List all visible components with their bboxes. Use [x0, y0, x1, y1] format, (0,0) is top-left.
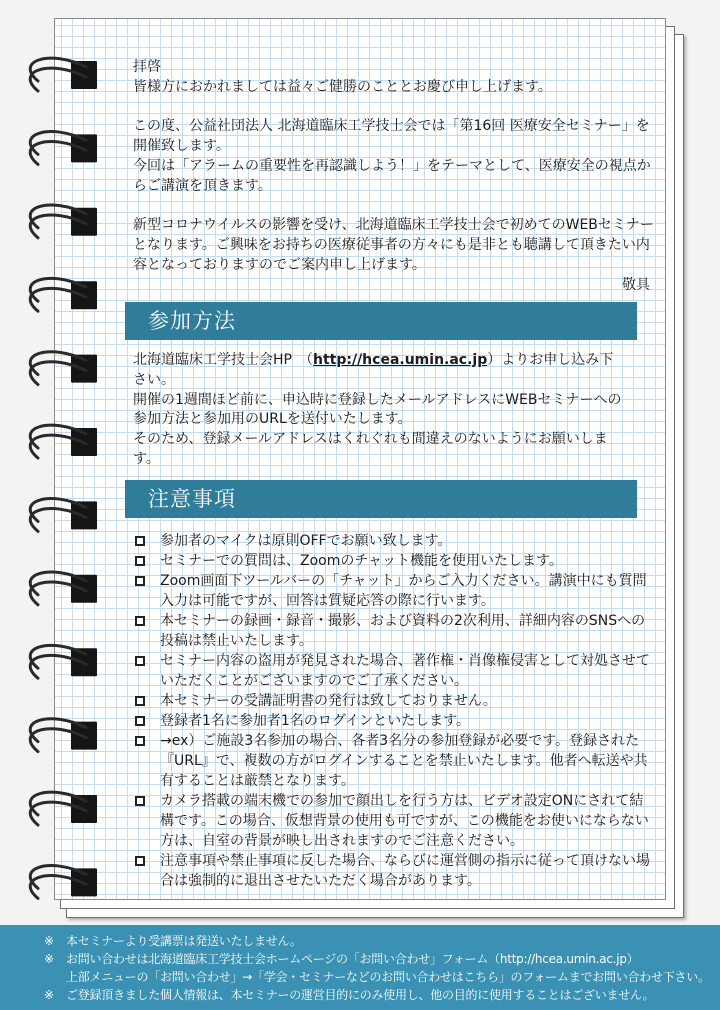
note-text: セミナーでの質問は、Zoomのチャット機能を使用いたします。: [160, 553, 563, 569]
footer-note-text: ご登録頂きました個人情報は、本セミナーの運営目的にのみ使用し、他の目的に使用することはございません。: [66, 988, 655, 1002]
footer-note-lines: [66, 932, 712, 950]
note-item: [133, 691, 655, 711]
spiral-ring: [30, 425, 97, 458]
participation-heading-bar: [125, 302, 637, 340]
spiral-ring: [30, 132, 97, 165]
checkbox-icon: [135, 796, 145, 806]
note-item: [133, 651, 655, 691]
note-item: [133, 731, 655, 791]
spiral-ring: [30, 205, 97, 238]
letter-intro: この度、公益社団法人 北海道臨床工学技士会では「第16回 医療安全セミナー」を開催致します。: [133, 118, 650, 155]
note-text: 登録者1名に参加者1名のログインといたします。: [160, 713, 470, 729]
checkbox-icon: [135, 556, 145, 566]
notes-list: [133, 531, 655, 901]
notes-heading-bar: [125, 480, 637, 518]
spiral-ring: [30, 792, 97, 825]
letter-invitation: 新型コロナウイルスの影響を受け、北海道臨床工学技士会で初めてのWEBセミナーとなります。ご興味をお持ちの医療従事者の方々にも是非とも聴講して頂きたい内容となっておりますのでご案内申し上げます。: [133, 217, 654, 273]
note-item: [133, 791, 655, 851]
footer-note: [44, 932, 712, 950]
note-item: [133, 531, 655, 551]
footer-note-lines: [66, 986, 712, 1004]
reference-mark: ※: [44, 934, 54, 948]
letter-greeting: 皆様方におかれましては益々ご健勝のこととお慶び申し上げます。: [133, 78, 552, 95]
letter-section: [133, 58, 658, 296]
spiral-ring: [30, 58, 97, 91]
participation-caution: そのため、登録メールアドレスはくれぐれも間違えのないようにお願いします。: [133, 431, 608, 467]
footer-note-text: お問い合わせは北海道臨床工学技士会ホームページの「お問い合わせ」フォーム（http://hcea.umin.ac.jp）: [66, 952, 639, 966]
checkbox-icon: [135, 576, 145, 586]
footer-note-lines: [66, 950, 712, 986]
checkbox-icon: [135, 696, 145, 706]
participation-heading: 参加方法: [148, 309, 236, 333]
footer-note: [44, 950, 712, 986]
checkbox-icon: [135, 856, 145, 866]
footer-note-text: 本セミナーより受講票は発送いたしません。: [66, 934, 302, 948]
note-text: →ex）ご施設3名参加の場合、各者3名分の参加登録が必要です。登録された『URL』で、複数の方がログインすることを禁止いたします。他者へ転送や共有することは厳禁となります。: [160, 733, 648, 789]
note-item: [133, 551, 655, 571]
note-text: 注意事項や禁止事項に反した場合、ならびに運営側の指示に従って頂けない場合は強制的に退出させたいただく場合があります。: [160, 853, 650, 889]
checkbox-icon: [135, 656, 145, 666]
checkbox-icon: [135, 616, 145, 626]
checkbox-icon: [135, 736, 145, 746]
spiral-ring: [30, 866, 97, 899]
spiral-ring: [30, 278, 97, 311]
note-text: Zoom画面下ツールバーの「チャット」からご入力ください。講演中にも質問入力は可能ですが、回答は質疑応答の際に行います。: [160, 573, 647, 609]
participation-details: 開催の1週間ほど前に、申込時に登録したメールアドレスにWEBセミナーへの参加方法と参加用のURLを送付いたします。: [133, 391, 622, 428]
spiral-ring: [30, 645, 97, 678]
checkbox-icon: [135, 536, 145, 546]
footer-notes: [0, 925, 720, 1010]
reference-mark: ※: [44, 988, 54, 1002]
letter-closing: 敬具: [622, 276, 650, 293]
spiral-binding: [0, 0, 110, 920]
footer-note-text: 上部メニューの「お問い合わせ」→「学会・セミナーなどのお問い合わせはこちら」のフォームまでお問い合わせ下さい。: [66, 970, 710, 984]
note-text: カメラ搭載の端末機での参加で顔出しを行う方は、ビデオ設定ONにされて結構です。この場合、仮想背景の使用も可ですが、この機能をお使いにならない方は、自室の背景が映し出されますのでご注意ください。: [160, 793, 649, 849]
application-suffix: ）よりお申し込み下さい。: [133, 352, 614, 388]
spiral-ring: [30, 352, 97, 385]
association-website-link[interactable]: http://hcea.umin.ac.jp: [312, 352, 488, 368]
note-item: [133, 611, 655, 651]
participation-section: [133, 351, 623, 470]
spiral-ring: [30, 719, 97, 752]
reference-mark: ※: [44, 952, 54, 966]
footer-note: [44, 986, 712, 1004]
note-item: [133, 851, 655, 891]
application-prefix: 北海道臨床工学技士会HP （: [133, 352, 313, 368]
spiral-ring: [30, 499, 97, 532]
notes-heading: 注意事項: [148, 487, 236, 511]
note-text: 本セミナーの受講証明書の発行は致しておりません。: [160, 693, 497, 709]
note-text: 本セミナーの録画・録音・撮影、および資料の2次利用、詳細内容のSNSへの投稿は禁止いたします。: [160, 613, 646, 649]
letter-theme: 今回は「アラームの重要性を再認識しよう！」をテーマとして、医療安全の視点からご講演を頂きます。: [133, 157, 651, 194]
note-item: [133, 711, 655, 731]
note-item: [133, 571, 655, 611]
note-text: セミナー内容の盗用が発見された場合、著作権・肖像権侵害として対処させていただくことがございますのでご了承ください。: [160, 653, 650, 689]
spiral-ring: [30, 572, 97, 605]
letter-opening: 拝啓: [133, 59, 161, 75]
application-instruction: [133, 351, 623, 391]
checkbox-icon: [135, 716, 145, 726]
note-text: 参加者のマイクは原則OFFでお願い致します。: [160, 533, 452, 549]
